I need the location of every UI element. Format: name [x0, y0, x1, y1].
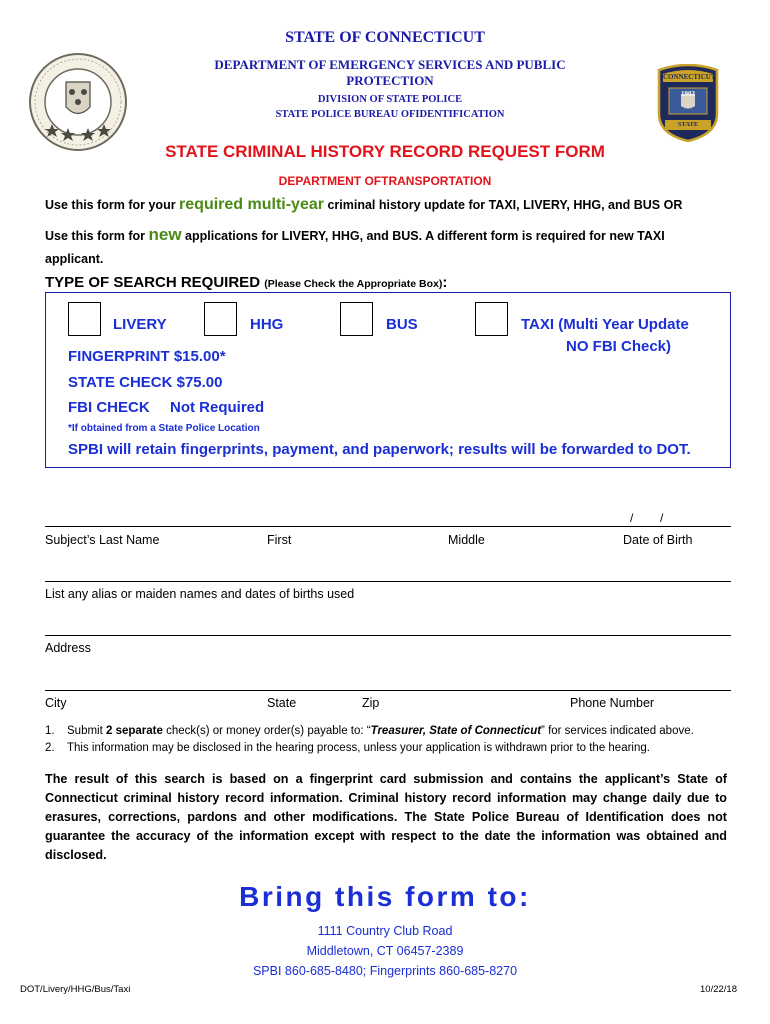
- first-name-label: First: [267, 533, 292, 547]
- city-label: City: [45, 696, 67, 710]
- bus-checkbox[interactable]: [340, 302, 373, 336]
- intro-line-2-end: applications for LIVERY, HHG, and BUS. A different form is required for new TAXI: [181, 229, 665, 243]
- department-line-2: PROTECTION: [346, 73, 434, 88]
- name-dob-line[interactable]: [45, 526, 731, 527]
- instruction-1-number: 1.: [45, 725, 55, 737]
- badge-year-text: 1903: [681, 90, 695, 98]
- dob-slashes: / /: [630, 511, 664, 525]
- badge-bottom-text: STATE POLICE: [675, 121, 701, 136]
- taxi-label-line-1: TAXI (Multi Year Update: [521, 316, 689, 333]
- fingerprint-fee: FINGERPRINT $15.00*: [68, 348, 226, 365]
- department-of-transportation: DEPARTMENT OFTRANSPORTATION: [278, 174, 492, 188]
- livery-label: LIVERY: [113, 316, 167, 333]
- bring-address-line-1: 1111 Country Club Road: [317, 924, 453, 938]
- badge-top-text: CONNECTICUT: [663, 73, 716, 81]
- instruction-1-bold: 2 separate: [106, 725, 163, 737]
- division-line: DIVISION OF STATE POLICE: [317, 94, 463, 105]
- bring-address-line-2: Middletown, CT 06457-2389: [306, 944, 464, 958]
- date-of-birth-label: Date of Birth: [623, 533, 693, 547]
- taxi-label-line-2: NO FBI Check): [566, 338, 672, 355]
- retain-note: SPBI will retain fingerprints, payment, and paperwork; results will be forwarded to DOT.: [68, 441, 691, 458]
- livery-checkbox[interactable]: [68, 302, 101, 336]
- form-title: STATE CRIMINAL HISTORY RECORD REQUEST FORM: [165, 142, 605, 161]
- new-highlight: new: [148, 225, 182, 244]
- footer-date: 10/22/18: [700, 984, 737, 995]
- phone-number-label: Phone Number: [570, 696, 655, 710]
- disclaimer-paragraph: The result of this search is based on a fingerprint card submission and contains the applicant’s State of Connecticut criminal history record information. Criminal history record information may change daily due to erasures, corrections, pardons and other modifications. The State Police Bureau of Identification does not guarantee the accuracy of the information except with respect to the date the information was obtained and disclosed.: [45, 772, 727, 862]
- state-check-fee: STATE CHECK $75.00: [68, 374, 223, 391]
- city-state-zip-phone-line[interactable]: [45, 690, 731, 691]
- last-name-label: Subject’s Last Name: [45, 533, 160, 547]
- bring-form-heading: Bring this form to:: [239, 881, 531, 912]
- middle-name-label: Middle: [448, 533, 485, 547]
- instruction-1-text-a: Submit: [67, 725, 106, 737]
- bureau-line: STATE POLICE BUREAU OFIDENTIFICATION: [275, 109, 505, 120]
- zip-label: Zip: [362, 696, 380, 710]
- intro-line-3: applicant.: [45, 252, 104, 266]
- bus-label: BUS: [386, 316, 418, 333]
- alias-label: List any alias or maiden names and dates of births used: [45, 587, 355, 601]
- intro-line-2: [45, 225, 745, 245]
- instruction-1-text-b: check(s) or money order(s) payable to: “: [162, 725, 371, 737]
- address-line[interactable]: [45, 635, 731, 636]
- alias-line[interactable]: [45, 581, 731, 582]
- required-multi-year-highlight: required multi-year: [179, 196, 324, 213]
- hhg-checkbox[interactable]: [204, 302, 237, 336]
- state-heading: STATE OF CONNECTICUT: [285, 29, 485, 46]
- intro-line-2-start: Use this form for: [45, 229, 149, 243]
- instruction-2-text: This information may be disclosed in the hearing process, unless your application is withdrawn prior to the hearing.: [67, 742, 650, 754]
- fbi-check-status: Not Required: [170, 399, 265, 416]
- intro-line-1-start: Use this form for your: [45, 198, 180, 212]
- instruction-1-payee: Treasurer, State of Connecticut: [370, 725, 542, 737]
- search-type-colon: :: [442, 274, 448, 291]
- taxi-checkbox[interactable]: [475, 302, 508, 336]
- fbi-check-label: FBI CHECK: [68, 399, 150, 416]
- instruction-1: [45, 723, 745, 740]
- address-label: Address: [45, 641, 91, 655]
- search-type-heading: [45, 274, 447, 291]
- fingerprint-footnote: *If obtained from a State Police Location: [68, 423, 260, 434]
- hhg-label: HHG: [250, 316, 284, 333]
- instructions-list: [45, 723, 745, 757]
- bring-phone-numbers: SPBI 860-685-8480; Fingerprints 860-685-8270: [252, 964, 518, 978]
- intro-line-1: [45, 196, 745, 214]
- state-label: State: [267, 696, 297, 710]
- instruction-2: [45, 740, 745, 757]
- department-line-1: DEPARTMENT OF EMERGENCY SERVICES AND PUBLIC: [214, 57, 566, 72]
- instruction-2-number: 2.: [45, 742, 55, 754]
- search-type-title: TYPE OF SEARCH REQUIRED: [45, 274, 261, 291]
- search-type-note: (Please Check the Appropriate Box): [264, 278, 443, 290]
- intro-line-1-end: criminal history update for TAXI, LIVERY, HHG, and BUS OR: [323, 198, 683, 212]
- instruction-1-text-c: ” for services indicated above.: [541, 725, 694, 737]
- footer-form-code: DOT/Livery/HHG/Bus/Taxi: [20, 984, 131, 995]
